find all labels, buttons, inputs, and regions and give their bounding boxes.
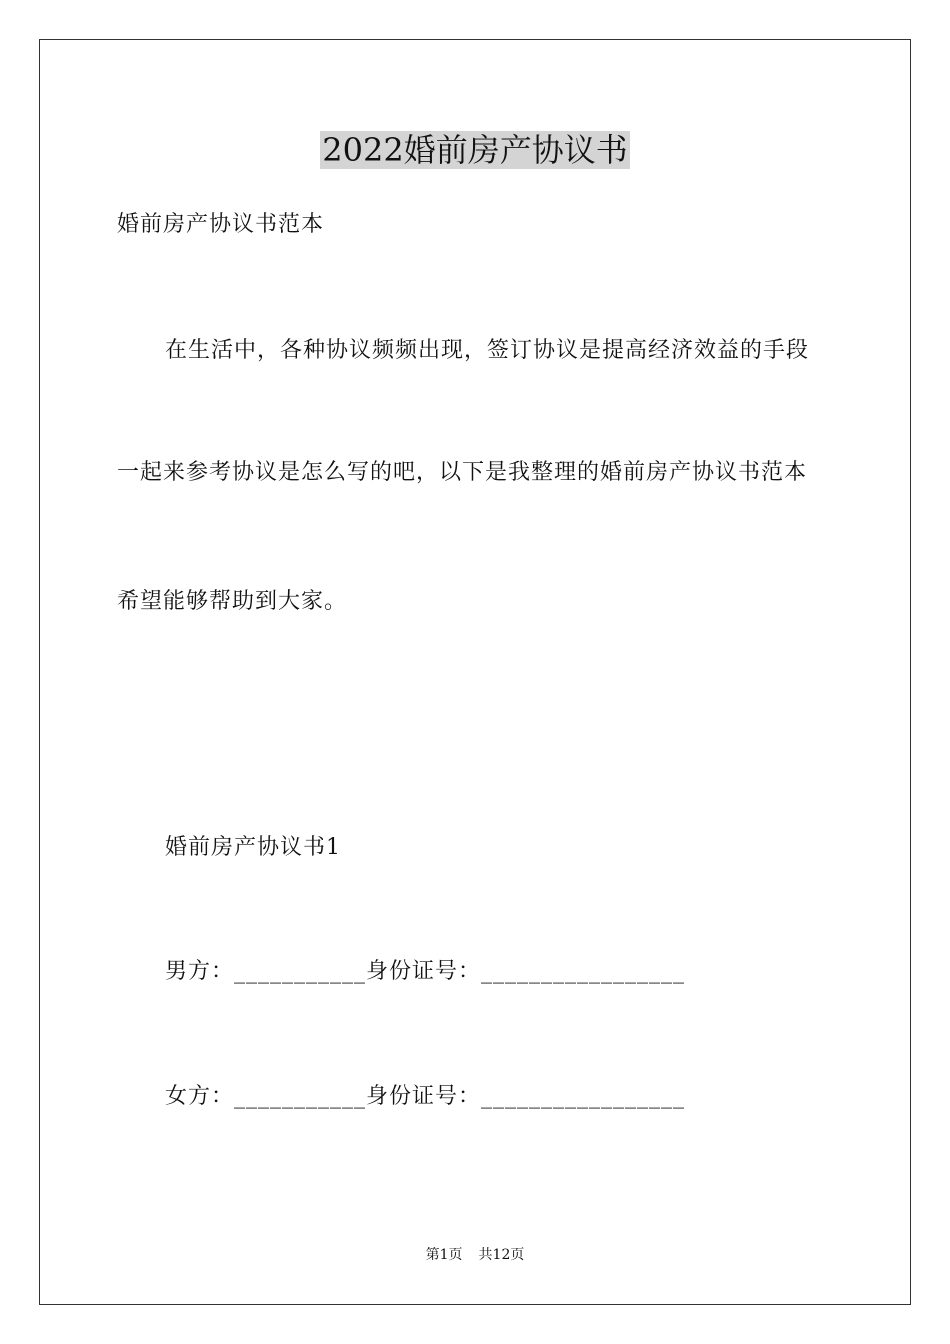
page-current: 第1页 — [425, 1247, 463, 1263]
document-title-text: 2022婚前房产协议书 — [322, 131, 628, 169]
intro-line-2: 一起来参考协议是怎么写的吧，以下是我整理的婚前房产协议书范本 — [117, 460, 808, 485]
page-total: 共12页 — [478, 1247, 525, 1263]
page-footer — [0, 1245, 950, 1265]
document-title — [0, 126, 950, 174]
section-heading: 婚前房产协议书1 — [165, 835, 341, 860]
male-party-line: 男方：___________身份证号：_________________ — [165, 959, 686, 984]
intro-line-1: 在生活中，各种协议频频出现，签订协议是提高经济效益的手段 — [165, 338, 810, 363]
female-party-line: 女方：___________身份证号：_________________ — [165, 1084, 686, 1109]
document-subtitle: 婚前房产协议书范本 — [117, 212, 325, 237]
intro-line-3: 希望能够帮助到大家。 — [117, 589, 348, 614]
